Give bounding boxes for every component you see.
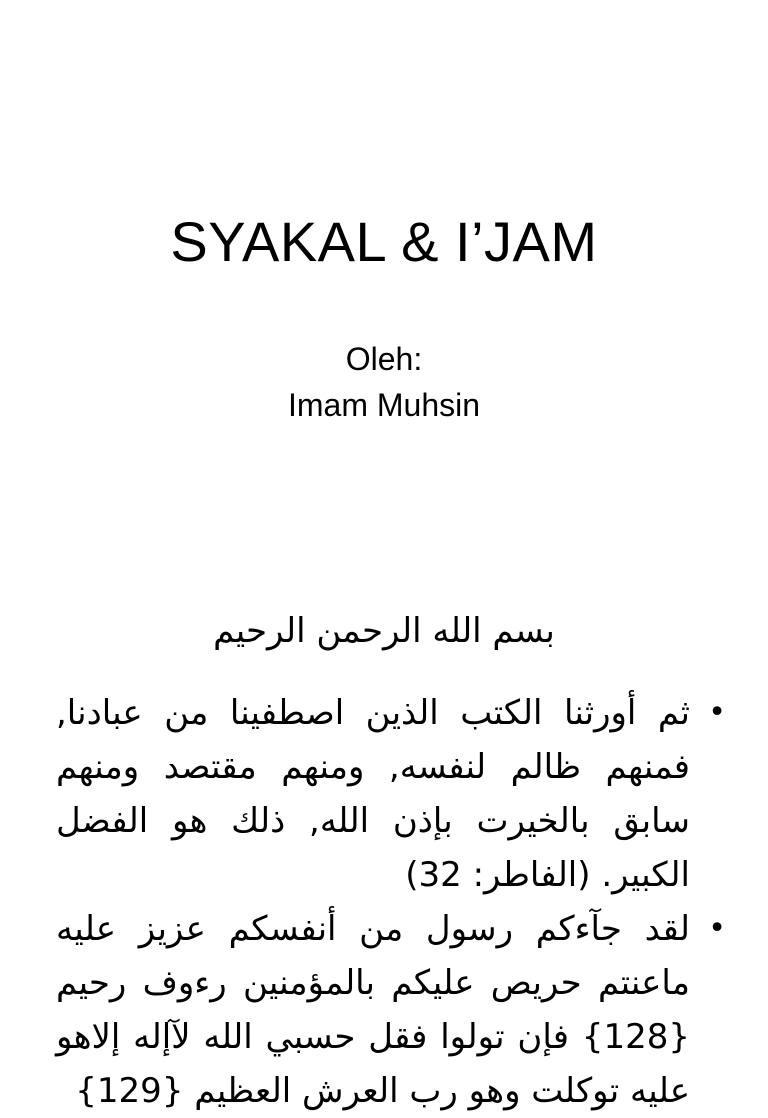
content-slide [0,576,768,1111]
list-item [56,902,726,1118]
author-label: Oleh: [345,341,423,377]
author-name: Imam Muhsin [287,387,481,423]
bullet-icon: • [708,695,726,730]
verse-text: ثم أورثنا الكتب الذين اصطفينا من عبادنا, فمنهم ظالم لنفسه, ومنهم مقتصد ومنهم سابق بالخيرت بإذن الله, ذلك هو الفضل الكبير. (الفاطر: 32) [56,693,690,895]
basmala-heading: بسم الله الرحمن الرحيم [213,611,555,651]
list-item [56,686,726,902]
verse-list [56,686,726,1118]
bullet-icon: • [708,911,726,946]
slide-title: SYAKAL & I’JAM [170,210,598,273]
verse-text: لقد جآءكم رسول من أنفسكم عزيز عليه ماعنتم حريص عليكم بالمؤمنين رءوف رحيم {128} فإن تولوا فقل حسبي الله لآإله إلاهو عليه توكلت وهو رب العرش العظيم {129} [56,909,690,1111]
author-block [0,336,768,428]
